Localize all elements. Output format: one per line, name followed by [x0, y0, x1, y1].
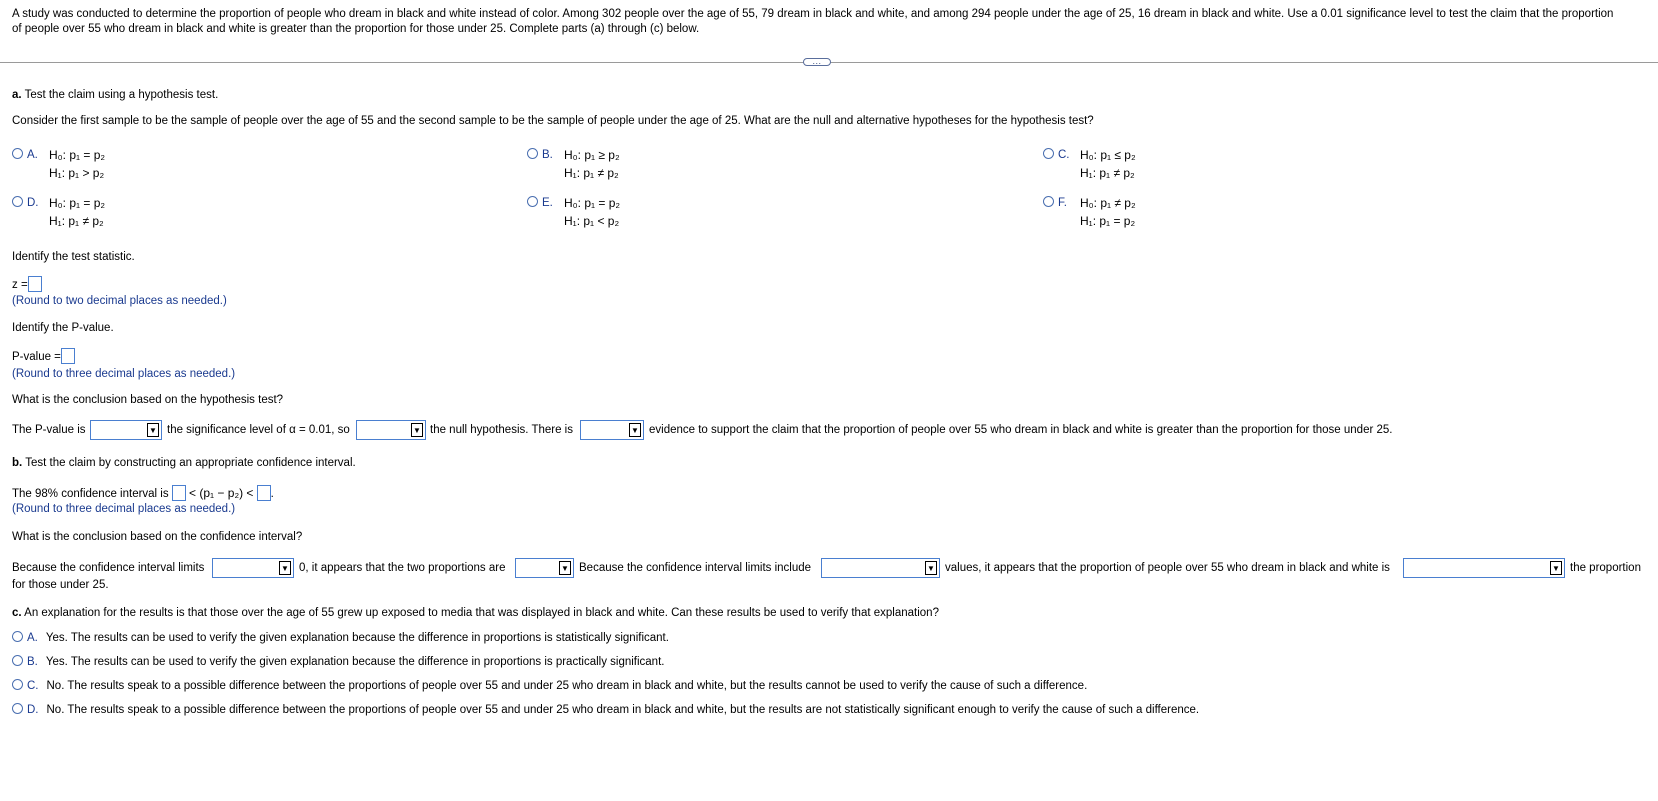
option-letter: F.	[1058, 197, 1067, 209]
part-c-option-b[interactable]	[12, 655, 664, 668]
hypothesis-option-a[interactable]	[12, 148, 106, 180]
hypothesis-option-f[interactable]	[1043, 196, 1136, 228]
hypothesis-option-c[interactable]	[1043, 148, 1136, 180]
ci-conclusion-text-6: for those under 25.	[12, 579, 109, 591]
option-h0: H₀: p₁ = p₂	[49, 148, 106, 162]
option-h1: H₁: p₁ > p₂	[49, 166, 105, 180]
problem-line-1: A study was conducted to determine the proportion of people who dream in black and white instead of color. Among 302 people over the age of 55, 79 dream in black and white, and among 294 people under the age of 25, 16 dream in black and white. Use a 0.01 significance level to test the claim that the proportion	[12, 8, 1614, 20]
pvalue-prompt: Identify the P-value.	[12, 322, 114, 334]
option-h1: H₁: p₁ ≠ p₂	[564, 166, 619, 180]
ci-hint: (Round to three decimal places as needed.)	[12, 503, 236, 515]
part-c-label: c.	[12, 607, 22, 619]
option-h1: H₁: p₁ = p₂	[1080, 214, 1136, 228]
ci-conclusion-text-4: values, it appears that the proportion of people over 55 who dream in black and white is	[945, 562, 1390, 574]
dropdown-arrow-icon: ▼	[1550, 561, 1562, 575]
part-a-heading	[12, 89, 218, 101]
proportions-equal-dropdown[interactable]	[515, 558, 574, 578]
radio-icon[interactable]	[12, 679, 23, 690]
z-input[interactable]	[28, 276, 42, 292]
ci-upper-input[interactable]	[257, 485, 271, 501]
null-decision-dropdown[interactable]	[356, 420, 426, 440]
radio-icon[interactable]	[527, 196, 538, 207]
option-h0: H₀: p₁ ≤ p₂	[1080, 148, 1136, 162]
option-h0: H₀: p₁ ≠ p₂	[1080, 196, 1136, 210]
ci-end: .	[270, 488, 274, 500]
part-a-title: Test the claim using a hypothesis test.	[21, 89, 219, 101]
ci-lower-input[interactable]	[172, 485, 186, 501]
option-text: No. The results speak to a possible difference between the proportions of people over 55 and under 25 who dream in black and white, but the results are not statistically significant enough to verify the cause of such a difference.	[46, 704, 1200, 716]
hypothesis-option-b[interactable]	[527, 148, 620, 180]
radio-icon[interactable]	[1043, 148, 1054, 159]
ci-label: The 98% confidence interval is	[12, 488, 169, 500]
radio-icon[interactable]	[12, 148, 23, 159]
option-text: Yes. The results can be used to verify the given explanation because the difference in proportions is practically significant.	[45, 656, 665, 668]
ci-conclusion-text-5: the proportion	[1570, 562, 1641, 574]
radio-icon[interactable]	[527, 148, 538, 159]
option-letter: D.	[27, 704, 39, 716]
ci-middle: < (p₁ − p₂) <	[189, 486, 254, 500]
pvalue-hint: (Round to three decimal places as needed.)	[12, 368, 236, 380]
part-b-title: Test the claim by constructing an appropriate confidence interval.	[22, 457, 356, 469]
part-b-label: b.	[12, 457, 23, 469]
option-h0: H₀: p₁ = p₂	[49, 196, 106, 210]
problem-statement	[12, 7, 1652, 37]
option-h0: H₀: p₁ = p₂	[564, 196, 621, 210]
option-letter: D.	[27, 197, 39, 209]
part-c-heading	[12, 607, 939, 619]
radio-icon[interactable]	[12, 631, 23, 642]
ci-row	[12, 485, 274, 501]
option-text: Yes. The results can be used to verify the given explanation because the difference in proportions is statistically significant.	[45, 632, 669, 644]
dropdown-arrow-icon: ▼	[629, 423, 641, 437]
expand-handle[interactable]: ...	[803, 58, 831, 66]
option-letter: C.	[1058, 149, 1070, 161]
option-letter: A.	[27, 632, 38, 644]
option-h0: H₀: p₁ ≥ p₂	[564, 148, 620, 162]
hyp-conclusion-prompt: What is the conclusion based on the hypothesis test?	[12, 394, 284, 406]
pvalue-label: P-value =	[12, 351, 61, 363]
evidence-dropdown[interactable]	[580, 420, 644, 440]
test-stat-prompt: Identify the test statistic.	[12, 251, 135, 263]
ci-conclusion-text-1: Because the confidence interval limits	[12, 562, 205, 574]
part-c-title: An explanation for the results is that those over the age of 55 grew up exposed to media that was displayed in black and white. Can these results be used to verify that explanation?	[21, 607, 939, 619]
radio-icon[interactable]	[12, 196, 23, 207]
ci-conclusion-text-2: 0, it appears that the two proportions are	[299, 562, 506, 574]
dropdown-arrow-icon: ▼	[279, 561, 291, 575]
hypothesis-option-d[interactable]	[12, 196, 106, 228]
part-a-question: Consider the first sample to be the sample of people over the age of 55 and the second sample to be the sample of people under the age of 25. What are the null and alternative hypotheses for the hypothesis test?	[12, 115, 1094, 127]
part-b-heading	[12, 457, 356, 469]
pvalue-row	[12, 348, 75, 364]
dropdown-arrow-icon: ▼	[411, 423, 423, 437]
problem-line-2: of people over 55 who dream in black and white is greater than the proportion for those under 25. Complete parts (a) through (c) below.	[12, 23, 700, 35]
part-a-label: a.	[12, 89, 22, 101]
comparison-dropdown[interactable]	[1403, 558, 1565, 578]
part-c-option-d[interactable]	[12, 703, 1199, 716]
conclusion-text-1: The P-value is	[12, 424, 86, 436]
option-letter: B.	[27, 656, 38, 668]
hypothesis-option-e[interactable]	[527, 196, 621, 228]
ci-conclusion-prompt: What is the conclusion based on the confidence interval?	[12, 531, 303, 543]
option-letter: A.	[27, 149, 38, 161]
ci-conclusion-text-3: Because the confidence interval limits include	[579, 562, 812, 574]
conclusion-text-3: the null hypothesis. There is	[430, 424, 573, 436]
z-row	[12, 276, 42, 292]
option-letter: C.	[27, 680, 39, 692]
radio-icon[interactable]	[12, 703, 23, 714]
conclusion-text-2: the significance level of α = 0.01, so	[167, 424, 350, 436]
radio-icon[interactable]	[12, 655, 23, 666]
ci-limits-dropdown[interactable]	[212, 558, 294, 578]
option-h1: H₁: p₁ < p₂	[564, 214, 620, 228]
pvalue-input[interactable]	[61, 348, 75, 364]
ci-values-dropdown[interactable]	[821, 558, 940, 578]
z-hint: (Round to two decimal places as needed.)	[12, 295, 227, 307]
option-h1: H₁: p₁ ≠ p₂	[1080, 166, 1135, 180]
conclusion-text-4: evidence to support the claim that the proportion of people over 55 who dream in black and white is greater than the proportion for those under 25.	[649, 424, 1393, 436]
dropdown-arrow-icon: ▼	[559, 561, 571, 575]
radio-icon[interactable]	[1043, 196, 1054, 207]
z-label: z =	[12, 279, 28, 291]
option-text: No. The results speak to a possible difference between the proportions of people over 55 and under 25 who dream in black and white, but the results cannot be used to verify the cause of such a difference.	[46, 680, 1088, 692]
dropdown-arrow-icon: ▼	[147, 423, 159, 437]
pvalue-comparison-dropdown[interactable]	[90, 420, 162, 440]
option-letter: E.	[542, 197, 553, 209]
part-c-option-a[interactable]	[12, 631, 669, 644]
part-c-option-c[interactable]	[12, 679, 1087, 692]
option-h1: H₁: p₁ ≠ p₂	[49, 214, 104, 228]
dropdown-arrow-icon: ▼	[925, 561, 937, 575]
option-letter: B.	[542, 149, 553, 161]
